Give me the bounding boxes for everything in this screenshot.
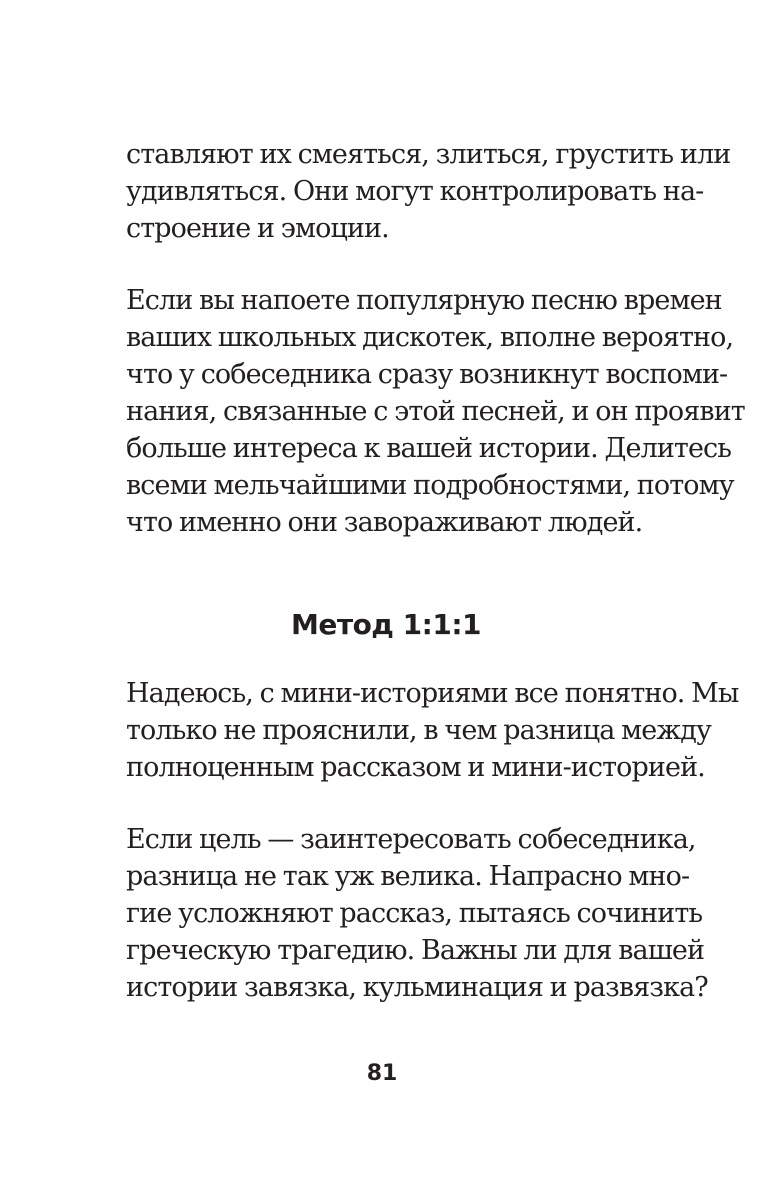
page-body — [126, 136, 745, 1006]
text-line: греческую трагедию. Важны ли для вашей — [126, 935, 705, 966]
text-line: больше интереса к вашей истории. Делитесь — [126, 433, 732, 464]
text-line: ваших школьных дискотек, вполне вероятно, — [126, 322, 734, 353]
text-line: строение и эмоции. — [126, 213, 389, 244]
text-line: истории завязка, кульминация и развязка? — [126, 972, 708, 1003]
text-line: Надеюсь, с мини-историями все понятно. Мы — [126, 678, 739, 709]
text-line: что у собеседника сразу возникнут воспоми- — [126, 359, 728, 390]
text-line: гие усложняют рассказ, пытаясь сочинить — [126, 898, 703, 929]
text-line: Если цель — заинтересовать собеседника, — [126, 824, 696, 855]
text-line: полноценным рассказом и мини-историей. — [126, 752, 705, 783]
paragraph-1 — [126, 136, 731, 247]
paragraph-3 — [126, 675, 739, 786]
section-heading: Метод 1:1:1 — [290, 608, 482, 641]
text-line: только не прояснили, в чем разница между — [126, 715, 711, 746]
text-line: всеми мельчайшими подробностями, потому — [126, 470, 734, 501]
text-line: удивляться. Они могут контролировать на- — [126, 176, 704, 207]
text-line: нания, связанные с этой песней, и он проявит — [126, 396, 745, 427]
text-line: разница не так уж велика. Напрасно мно- — [126, 861, 690, 892]
paragraph-4 — [126, 821, 708, 1006]
paragraph-2 — [126, 282, 745, 541]
text-line: ставляют их смеяться, злиться, грустить или — [126, 139, 731, 170]
text-line: что именно они завораживают людей. — [126, 507, 643, 538]
page-number: 81 — [366, 1061, 398, 1086]
text-line: Если вы напоете популярную песню времен — [126, 285, 722, 316]
